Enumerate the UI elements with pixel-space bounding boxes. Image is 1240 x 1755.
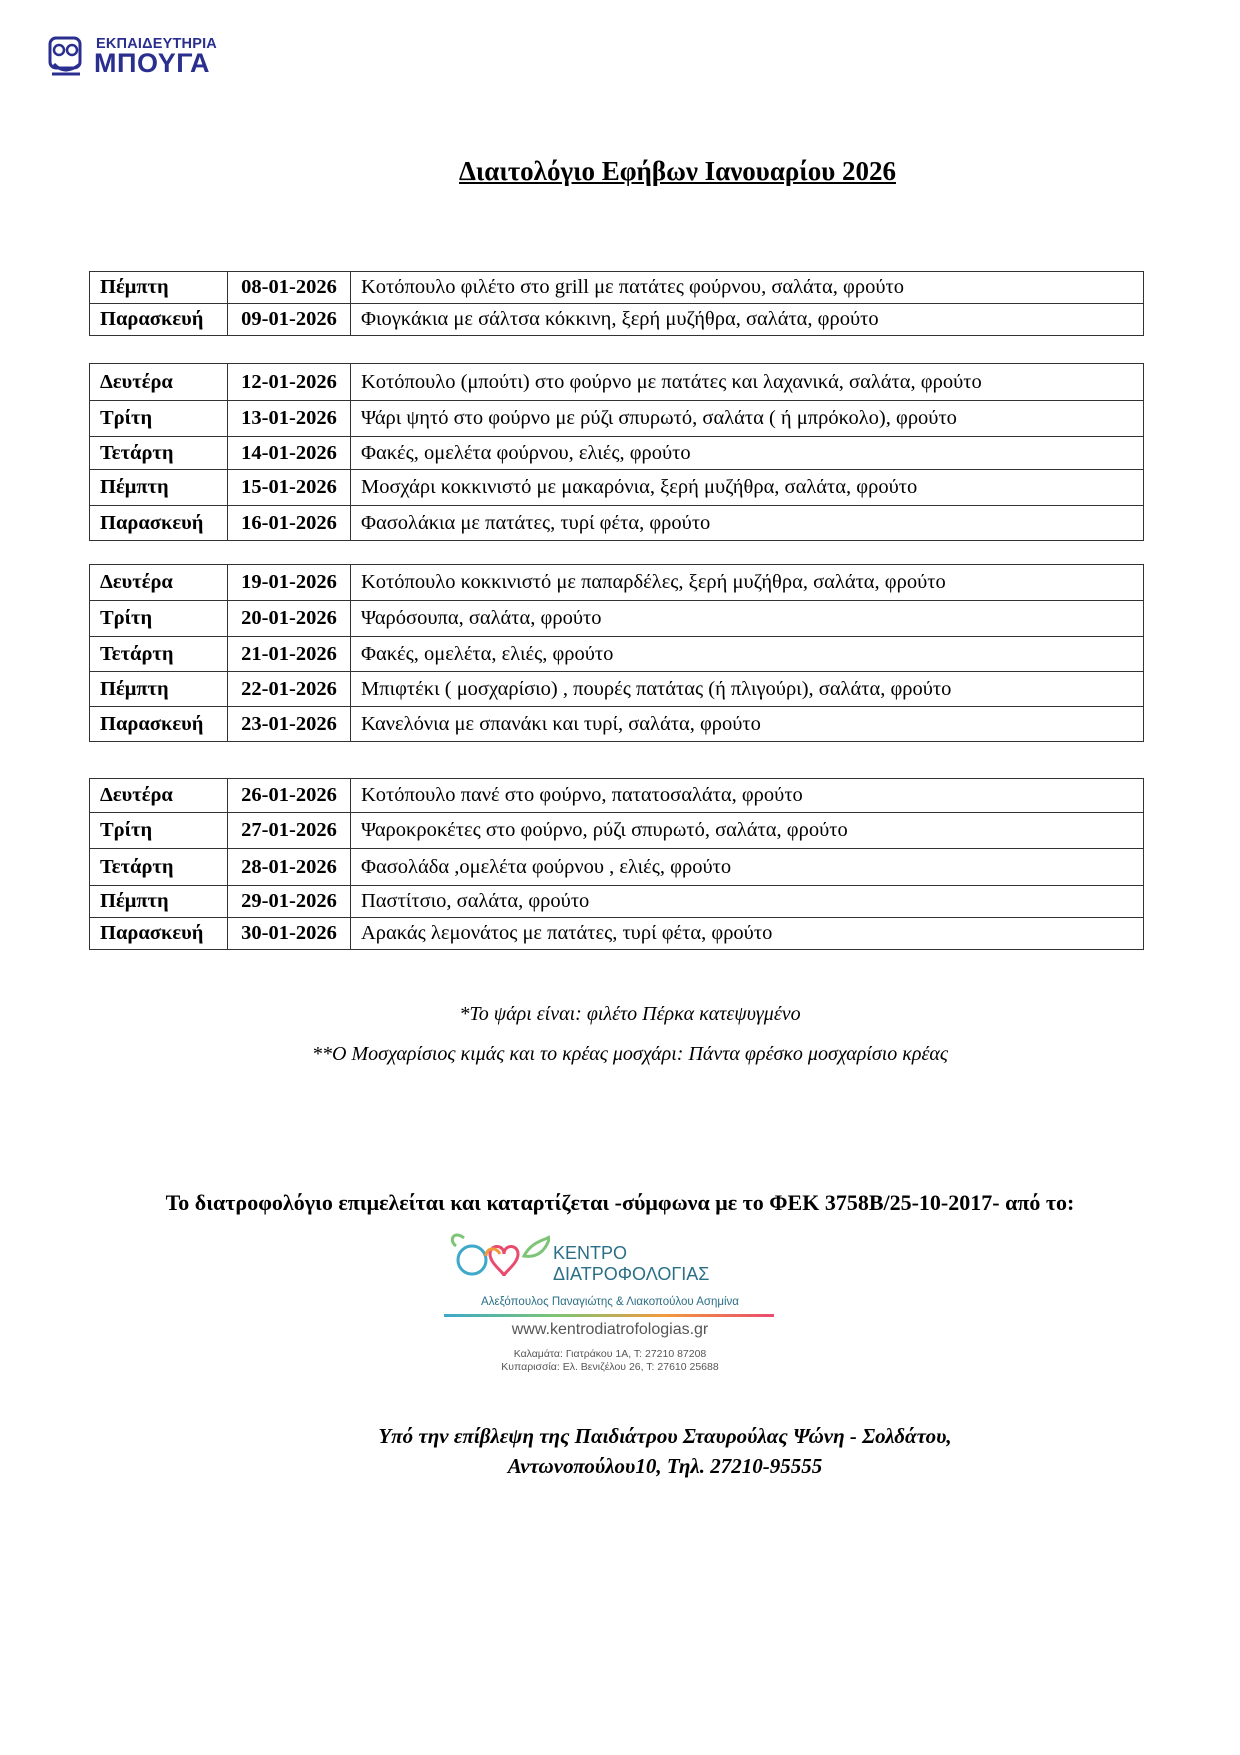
table-row (90, 364, 1144, 401)
table-row (90, 401, 1144, 437)
table-row (90, 437, 1144, 470)
table-row (90, 601, 1144, 637)
menu-cell: Φιογκάκια με σάλτσα κόκκινη, ξερή μυζήθρα, σαλάτα, φρούτο (351, 304, 1144, 336)
menu-cell: Κοτόπουλο φιλέτο στο grill με πατάτες φούρνου, σαλάτα, φρούτο (351, 272, 1144, 304)
center-address-2: Κυπαρισσία: Ελ. Βενιζέλου 26, Τ: 27610 25688 (501, 1361, 719, 1373)
day-cell: Παρασκευή (90, 304, 228, 336)
date-cell: 30-01-2026 (228, 918, 351, 950)
date-cell: 22-01-2026 (228, 672, 351, 707)
week-table-3 (89, 564, 1144, 742)
menu-cell: Φακές, ομελέτα φούρνου, ελιές, φρούτο (351, 437, 1144, 470)
date-cell: 15-01-2026 (228, 470, 351, 506)
day-cell: Δευτέρα (90, 565, 228, 601)
day-cell: Δευτέρα (90, 779, 228, 813)
logo-line-1: ΕΚΠΑΙΔΕΥΤΗΡΙΑ (96, 36, 217, 52)
table-row (90, 470, 1144, 506)
day-cell: Τρίτη (90, 813, 228, 849)
date-cell: 21-01-2026 (228, 637, 351, 672)
center-name-line-1: ΚΕΝΤΡΟ (553, 1243, 628, 1263)
day-cell: Πέμπτη (90, 272, 228, 304)
menu-cell: Κοτόπουλο κοκκινιστό με παπαρδέλες, ξερή μυζήθρα, σαλάτα, φρούτο (351, 565, 1144, 601)
table-row (90, 849, 1144, 886)
owl-emblem-icon (46, 34, 86, 80)
date-cell: 13-01-2026 (228, 401, 351, 437)
date-cell: 09-01-2026 (228, 304, 351, 336)
week-table-2 (89, 363, 1144, 541)
supervision-line-1: Υπό την επίβλεψη της Παιδιάτρου Σταυρούλας Ψώνη - Σολδάτου, (378, 1424, 952, 1448)
supervision-line-2: Αντωνοπούλου10, Τηλ. 27210-95555 (507, 1454, 823, 1478)
hearts-leaves-icon (450, 1232, 550, 1292)
center-owners: Αλεξόπουλος Παναγιώτης & Λιακοπούλου Ασημίνα (481, 1296, 739, 1308)
menu-cell: Ψάρι ψητό στο φούρνο με ρύζι σπυρωτό, σαλάτα ( ή μπρόκολο), φρούτο (351, 401, 1144, 437)
date-cell: 29-01-2026 (228, 886, 351, 918)
week-table-4 (89, 778, 1144, 950)
date-cell: 23-01-2026 (228, 707, 351, 742)
day-cell: Δευτέρα (90, 364, 228, 401)
menu-cell: Φακές, ομελέτα, ελιές, φρούτο (351, 637, 1144, 672)
table-row (90, 672, 1144, 707)
menu-cell: Ψαρόσουπα, σαλάτα, φρούτο (351, 601, 1144, 637)
menu-cell: Κανελόνια με σπανάκι και τυρί, σαλάτα, φρούτο (351, 707, 1144, 742)
table-row (90, 707, 1144, 742)
date-cell: 14-01-2026 (228, 437, 351, 470)
table-row (90, 813, 1144, 849)
date-cell: 27-01-2026 (228, 813, 351, 849)
date-cell: 12-01-2026 (228, 364, 351, 401)
center-website: www.kentrodiatrofologias.gr (511, 1321, 709, 1338)
page-title: Διαιτολόγιο Εφήβων Ιανουαρίου 2026 (459, 156, 896, 186)
note-beef: **Ο Μοσχαρίσιος κιμάς και το κρέας μοσχάρι: Πάντα φρέσκο μοσχαρίσιο κρέας (312, 1043, 948, 1065)
table-row (90, 272, 1144, 304)
menu-cell: Κοτόπουλο (μπούτι) στο φούρνο με πατάτες και λαχανικά, σαλάτα, φρούτο (351, 364, 1144, 401)
school-logo (46, 32, 236, 82)
day-cell: Τετάρτη (90, 849, 228, 886)
center-name-line-2: ΔΙΑΤΡΟΦΟΛΟΓΙΑΣ (553, 1264, 710, 1284)
date-cell: 19-01-2026 (228, 565, 351, 601)
nutrition-center-logo (440, 1230, 780, 1380)
day-cell: Τετάρτη (90, 637, 228, 672)
table-row (90, 779, 1144, 813)
menu-cell: Παστίτσιο, σαλάτα, φρούτο (351, 886, 1144, 918)
date-cell: 08-01-2026 (228, 272, 351, 304)
menu-cell: Κοτόπουλο πανέ στο φούρνο, πατατοσαλάτα, φρούτο (351, 779, 1144, 813)
date-cell: 20-01-2026 (228, 601, 351, 637)
table-row (90, 565, 1144, 601)
menu-cell: Μπιφτέκι ( μοσχαρίσιο) , πουρές πατάτας (ή πλιγούρι), σαλάτα, φρούτο (351, 672, 1144, 707)
date-cell: 26-01-2026 (228, 779, 351, 813)
table-row (90, 886, 1144, 918)
menu-cell: Ψαροκροκέτες στο φούρνο, ρύζι σπυρωτό, σαλάτα, φρούτο (351, 813, 1144, 849)
logo-line-2: ΜΠΟΥΓΑ (94, 48, 211, 78)
day-cell: Παρασκευή (90, 506, 228, 541)
menu-cell: Φασολάδα ,ομελέτα φούρνου , ελιές, φρούτο (351, 849, 1144, 886)
day-cell: Τρίτη (90, 401, 228, 437)
compliance-statement: Το διατροφολόγιο επιμελείται και καταρτίζεται -σύμφωνα με το ΦΕΚ 3758Β/25-10-2017- από το: (165, 1190, 1075, 1215)
color-divider (444, 1314, 774, 1317)
day-cell: Παρασκευή (90, 707, 228, 742)
menu-cell: Φασολάκια με πατάτες, τυρί φέτα, φρούτο (351, 506, 1144, 541)
day-cell: Πέμπτη (90, 886, 228, 918)
date-cell: 28-01-2026 (228, 849, 351, 886)
day-cell: Παρασκευή (90, 918, 228, 950)
table-row (90, 304, 1144, 336)
week-table-1 (89, 271, 1144, 336)
table-row (90, 637, 1144, 672)
menu-cell: Μοσχάρι κοκκινιστό με μακαρόνια, ξερή μυζήθρα, σαλάτα, φρούτο (351, 470, 1144, 506)
date-cell: 16-01-2026 (228, 506, 351, 541)
table-row (90, 506, 1144, 541)
menu-cell: Αρακάς λεμονάτος με πατάτες, τυρί φέτα, φρούτο (351, 918, 1144, 950)
table-row (90, 918, 1144, 950)
day-cell: Τετάρτη (90, 437, 228, 470)
day-cell: Τρίτη (90, 601, 228, 637)
center-address-1: Καλαμάτα: Γιατράκου 1Α, Τ: 27210 87208 (513, 1348, 707, 1360)
day-cell: Πέμπτη (90, 672, 228, 707)
note-fish: *Το ψάρι είναι: φιλέτο Πέρκα κατεψυγμένο (459, 1003, 801, 1025)
day-cell: Πέμπτη (90, 470, 228, 506)
